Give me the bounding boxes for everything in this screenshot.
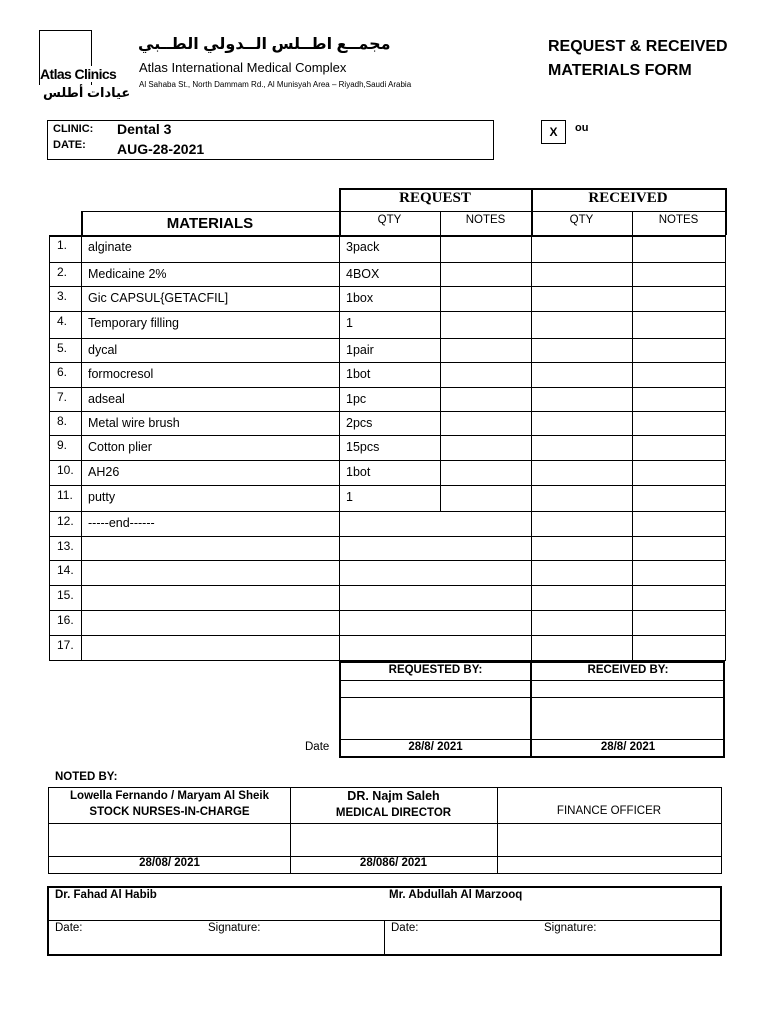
table-rule xyxy=(49,511,725,512)
logo-arabic-text: عيادات أطلس xyxy=(43,85,131,100)
clinic-info-box xyxy=(47,120,494,160)
checkbox-label: ou xyxy=(575,122,589,134)
table-rule xyxy=(49,460,725,461)
table-rule xyxy=(339,739,725,740)
table-rule xyxy=(725,188,727,211)
row-number: 10. xyxy=(57,463,74,477)
table-rule xyxy=(49,635,725,636)
material-name: Medicaine 2% xyxy=(88,267,167,281)
approval-date-label: Date xyxy=(305,741,330,753)
row-number: 9. xyxy=(57,438,68,452)
table-rule xyxy=(339,661,341,758)
right-date-label: Date: xyxy=(391,922,419,934)
table-rule xyxy=(48,873,722,874)
received-by-label: RECEIVED BY: xyxy=(587,664,669,676)
table-rule xyxy=(49,536,725,537)
org-name-english: Atlas International Medical Complex xyxy=(139,60,347,75)
form-title-line2: MATERIALS FORM xyxy=(548,62,692,79)
checkbox-mark[interactable]: X xyxy=(541,120,566,144)
medical-director-date: 28/086/ 2021 xyxy=(359,857,428,869)
table-rule xyxy=(339,680,725,681)
table-rule xyxy=(339,697,725,698)
request-qty: 2pcs xyxy=(346,416,373,430)
row-number: 12. xyxy=(57,514,74,528)
table-rule xyxy=(49,362,725,363)
material-name: putty xyxy=(88,490,116,504)
table-rule xyxy=(531,235,532,661)
table-rule xyxy=(49,387,725,388)
medical-director-title: MEDICAL DIRECTOR xyxy=(335,807,452,819)
material-name: Cotton plier xyxy=(88,440,152,454)
org-name-arabic: مجمــع اطــلس الــدولي الطــبي xyxy=(138,36,391,53)
form-title-line1: REQUEST & RECEIVED xyxy=(548,38,728,55)
table-rule xyxy=(440,235,441,511)
material-name: Gic CAPSUL{GETACFIL] xyxy=(88,291,229,305)
right-signature-label: Signature: xyxy=(544,922,597,934)
request-qty: 1pc xyxy=(346,392,367,406)
material-name: Metal wire brush xyxy=(88,416,180,430)
date-value: AUG-28-2021 xyxy=(117,141,205,157)
row-number: 15. xyxy=(57,588,74,602)
table-rule xyxy=(721,787,722,874)
form-title xyxy=(548,35,748,83)
row-number: 11. xyxy=(57,488,73,502)
request-qty: 1bot xyxy=(346,465,371,479)
request-qty: 1bot xyxy=(346,367,371,381)
table-rule xyxy=(49,262,725,263)
table-rule xyxy=(48,787,722,788)
table-rule xyxy=(384,920,385,955)
table-rule xyxy=(47,886,722,888)
table-rule xyxy=(497,787,498,874)
stock-nurses-date: 28/08/ 2021 xyxy=(139,857,200,869)
request-header: REQUEST xyxy=(399,190,471,206)
row-number: 3. xyxy=(57,289,68,303)
date-label: DATE: xyxy=(53,139,86,151)
table-rule xyxy=(49,411,725,412)
finance-officer-title: FINANCE OFFICER xyxy=(556,805,662,817)
row-number: 1. xyxy=(57,238,68,252)
table-rule xyxy=(725,211,727,235)
row-number: 17. xyxy=(57,638,74,652)
left-date-label: Date: xyxy=(55,922,83,934)
request-qty: 1 xyxy=(346,490,353,504)
clinic-value: Dental 3 xyxy=(117,121,172,137)
material-name: dycal xyxy=(88,343,118,357)
row-number: 6. xyxy=(57,365,68,379)
table-rule xyxy=(49,235,50,661)
material-name: Temporary filling xyxy=(88,316,180,330)
material-name: adseal xyxy=(88,392,125,406)
left-signature-label: Signature: xyxy=(208,922,261,934)
table-rule xyxy=(49,435,725,436)
row-number: 14. xyxy=(57,563,74,577)
row-number: 8. xyxy=(57,414,68,428)
table-rule xyxy=(49,311,725,312)
table-rule xyxy=(49,585,725,586)
left-signatory-name: Dr. Fahad Al Habib xyxy=(55,889,157,901)
table-rule xyxy=(530,661,532,758)
table-rule xyxy=(49,338,725,339)
clinic-label: CLINIC: xyxy=(53,123,94,135)
stock-nurses-title: STOCK NURSES-IN-CHARGE xyxy=(89,806,250,818)
table-rule xyxy=(48,823,722,824)
table-rule xyxy=(49,610,725,611)
table-rule xyxy=(81,211,725,212)
row-number: 16. xyxy=(57,613,74,627)
request-notes-header: NOTES xyxy=(465,214,506,226)
row-number: 5. xyxy=(57,341,68,355)
table-rule xyxy=(49,286,725,287)
table-rule xyxy=(339,756,725,758)
request-qty-header: QTY xyxy=(377,214,402,226)
request-qty: 1box xyxy=(346,291,374,305)
request-qty: 1pair xyxy=(346,343,374,357)
material-name: formocresol xyxy=(88,367,154,381)
table-rule xyxy=(49,560,725,561)
table-rule xyxy=(725,235,726,661)
table-rule xyxy=(48,787,49,874)
table-rule xyxy=(81,235,82,661)
table-rule xyxy=(48,856,722,857)
material-name: alginate xyxy=(88,240,132,254)
request-qty: 15pcs xyxy=(346,440,380,454)
request-qty: 3pack xyxy=(346,240,380,254)
table-rule xyxy=(723,661,725,758)
row-number: 7. xyxy=(57,390,68,404)
table-rule xyxy=(720,886,722,956)
table-rule xyxy=(47,886,49,956)
table-rule xyxy=(290,787,291,874)
table-rule xyxy=(632,235,633,661)
requested-by-label: REQUESTED BY: xyxy=(388,664,483,676)
right-signatory-name: Mr. Abdullah Al Marzooq xyxy=(389,889,523,901)
medical-director-name: DR. Najm Saleh xyxy=(347,789,440,803)
request-qty: 1 xyxy=(346,316,353,330)
material-name: AH26 xyxy=(88,465,120,479)
received-qty-header: QTY xyxy=(569,214,594,226)
row-number: 4. xyxy=(57,314,68,328)
row-number: 2. xyxy=(57,265,68,279)
requested-date: 28/8/ 2021 xyxy=(408,741,463,753)
request-qty: 4BOX xyxy=(346,267,380,281)
logo-name: Atlas Clinics xyxy=(40,66,117,82)
org-address: Al Sahaba St., North Dammam Rd., Al Munisyah Area – Riyadh,Saudi Arabia xyxy=(139,80,412,89)
received-header: RECEIVED xyxy=(588,190,668,206)
table-rule xyxy=(339,661,725,663)
table-rule xyxy=(49,485,725,486)
noted-by-label: NOTED BY: xyxy=(55,771,118,783)
stock-nurses-names: Lowella Fernando / Maryam Al Sheik xyxy=(70,790,269,802)
materials-header: MATERIALS xyxy=(166,215,254,232)
table-rule xyxy=(339,235,340,661)
material-name: -----end------ xyxy=(88,516,155,530)
received-notes-header: NOTES xyxy=(658,214,699,226)
received-date: 28/8/ 2021 xyxy=(600,741,656,753)
row-number: 13. xyxy=(57,539,74,553)
table-rule xyxy=(49,235,725,237)
